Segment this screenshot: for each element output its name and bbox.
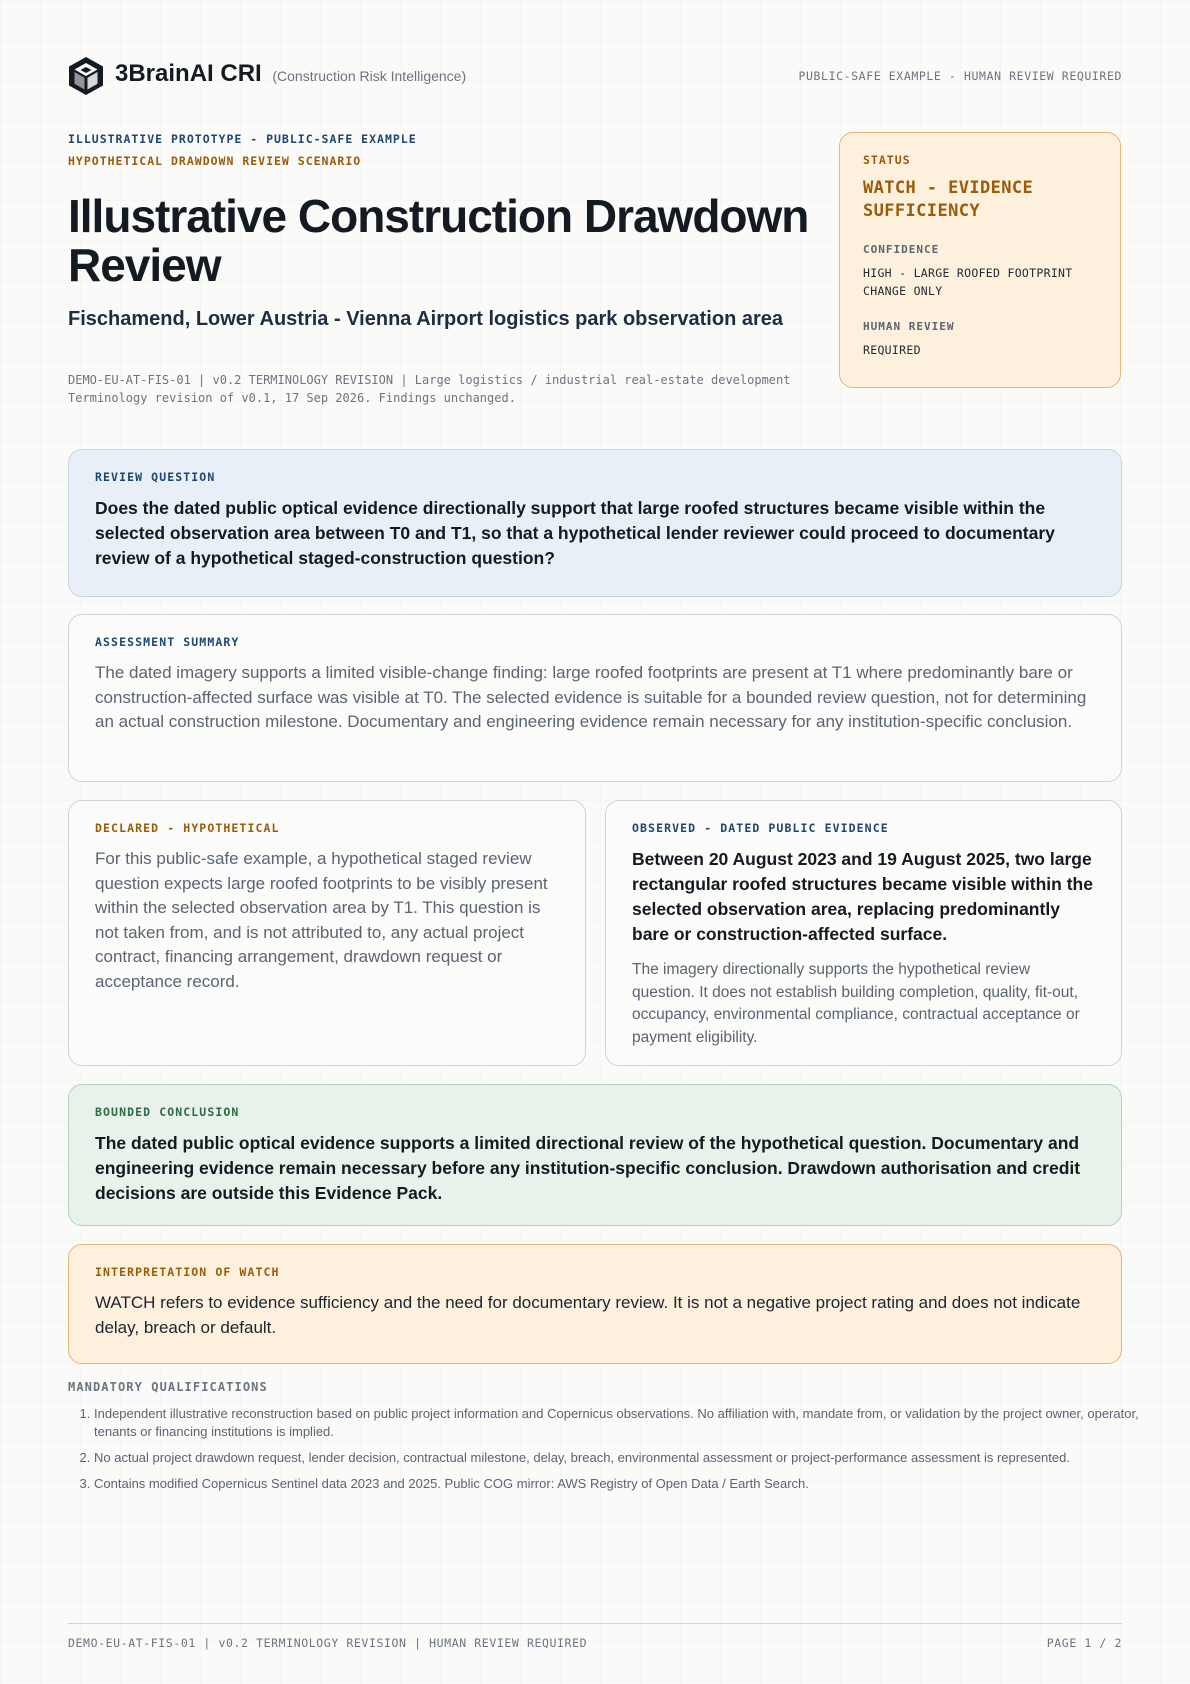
brand-title: 3BrainAI CRI	[115, 60, 262, 87]
confidence-label: CONFIDENCE	[863, 243, 940, 256]
human-review-value: REQUIRED	[863, 343, 921, 357]
footer-reference: DEMO-EU-AT-FIS-01 | v0.2 TERMINOLOGY REVISION | HUMAN REVIEW REQUIRED	[68, 1636, 588, 1650]
bounded-conclusion-text: The dated public optical evidence supports a limited directional review of the hypothetical question. Documentary and engineering evidence remain necessary before any institution-specific conclusion. Drawdown authorisation and credit decisions are outside this Evidence Pack.	[95, 1133, 1081, 1203]
observed-label: OBSERVED - DATED PUBLIC EVIDENCE	[632, 821, 889, 835]
document-meta	[68, 371, 808, 407]
meta-reference: DEMO-EU-AT-FIS-01 | v0.2 TERMINOLOGY REVISION | Large logistics / industrial real-estate development	[68, 373, 791, 387]
observed-card	[605, 800, 1122, 1066]
qualification-item: 2. No actual project drawdown request, lender decision, contractual milestone, delay, breach, environmental assessment or project-performance assessment is represented.	[94, 1449, 1150, 1467]
review-question-card	[68, 449, 1122, 597]
observed-text: The imagery directionally supports the hypothetical review question. It does not establish building completion, quality, fit-out, occupancy, environmental compliance, contractual acceptance or payment eligibility.	[632, 961, 1080, 1046]
scenario-tag: HYPOTHETICAL DRAWDOWN REVIEW SCENARIO	[68, 154, 362, 168]
brand-subtitle: (Construction Risk Intelligence)	[272, 68, 467, 84]
qualifications-list	[68, 1405, 1150, 1501]
interpretation-label: INTERPRETATION OF WATCH	[95, 1265, 280, 1279]
page-title: Illustrative Construction Drawdown Review	[68, 190, 809, 291]
declared-card	[68, 800, 586, 1066]
observed-headline: Between 20 August 2023 and 19 August 2025, two large rectangular roofed structures became visible within the selected observation area, replacing predominantly bare or construction-affected surface.	[632, 849, 1093, 944]
bounded-conclusion-label: BOUNDED CONCLUSION	[95, 1105, 240, 1119]
prototype-tag: ILLUSTRATIVE PROTOTYPE - PUBLIC-SAFE EXAMPLE	[68, 132, 417, 146]
footer-divider	[68, 1623, 1122, 1624]
page-number: PAGE 1 / 2	[1046, 1636, 1122, 1650]
declared-text: For this public-safe example, a hypothetical staged review question expects large roofed footprints to be visibly present within the selected observation area by T1. This question is not taken from, and is not attributed to, any actual project contract, financing arrangement, drawdown request or acceptance record.	[95, 849, 548, 991]
meta-revision-note: Terminology revision of v0.1, 17 Sep 2026. Findings unchanged.	[68, 391, 516, 405]
hexagon-cube-logo-icon	[68, 56, 104, 96]
interpretation-text: WATCH refers to evidence sufficiency and the need for documentary review. It is not a negative project rating and does not indicate delay, breach or default.	[95, 1293, 1081, 1337]
interpretation-card	[68, 1244, 1122, 1364]
status-label: STATUS	[863, 153, 911, 167]
assessment-summary-text: The dated imagery supports a limited visible-change finding: large roofed footprints are present at T1 where predominantly bare or construction-affected surface was visible at T0. The selected evidence is suitable for a bounded review question, not for determining an actual construction milestone. Documentary and engineering evidence remain necessary for any institution-specific conclusion.	[95, 663, 1087, 731]
qualification-item: 3. Contains modified Copernicus Sentinel data 2023 and 2025. Public COG mirror: AWS Registry of Open Data / Earth Search.	[94, 1475, 1150, 1493]
review-question-text: Does the dated public optical evidence directionally support that large roofed structures became visible within the selected observation area between T0 and T1, so that a hypothetical lender reviewer could proceed to documentary review of a hypothetical staged-construction question?	[95, 498, 1055, 568]
confidence-value: HIGH - LARGE ROOFED FOOTPRINT CHANGE ONLY	[863, 266, 1073, 298]
assessment-summary-label: ASSESSMENT SUMMARY	[95, 635, 240, 649]
status-card	[839, 132, 1121, 388]
qualifications-label: MANDATORY QUALIFICATIONS	[68, 1380, 268, 1394]
brand-name	[115, 60, 466, 88]
review-question-label: REVIEW QUESTION	[95, 470, 216, 484]
status-value: WATCH - EVIDENCE SUFFICIENCY	[863, 178, 1034, 221]
header-notice: PUBLIC-SAFE EXAMPLE - HUMAN REVIEW REQUIRED	[798, 69, 1122, 83]
bounded-conclusion-card	[68, 1084, 1122, 1226]
human-review-label: HUMAN REVIEW	[863, 320, 955, 333]
assessment-summary-card	[68, 614, 1122, 782]
qualification-item: 1. Independent illustrative reconstruction based on public project information and Copernicus observations. No affiliation with, mandate from, or validation by the project owner, operator, tenants or financing institutions is implied.	[94, 1405, 1150, 1441]
page-subtitle: Fischamend, Lower Austria - Vienna Airport logistics park observation area	[68, 308, 784, 330]
declared-label: DECLARED - HYPOTHETICAL	[95, 821, 280, 835]
